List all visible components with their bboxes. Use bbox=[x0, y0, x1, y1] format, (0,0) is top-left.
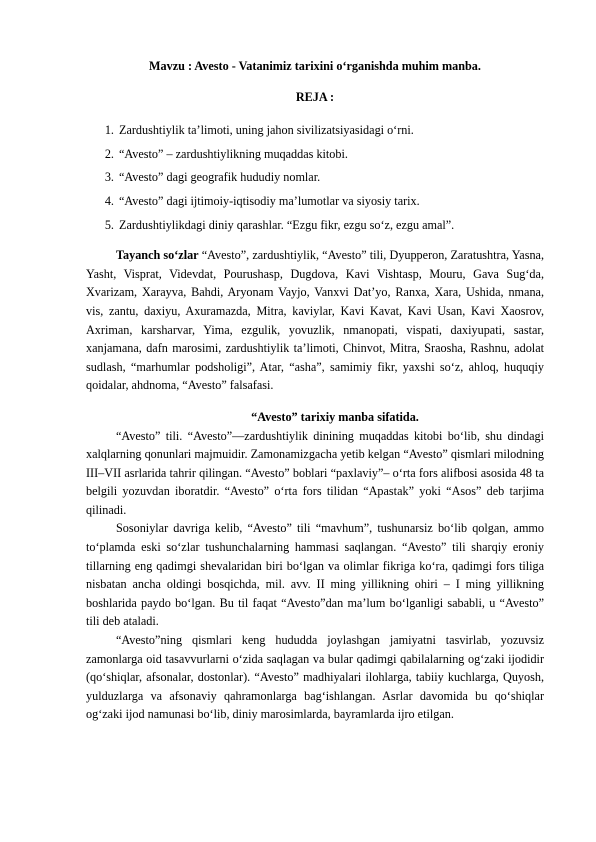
keywords-text: “Avesto”, zardushtiylik, “Avesto” tili, Dyupperon, Zaratushtra, Yasna, Yasht, Visprat, Videvdat, Pourushasp, Dugdova, Kavi Vishtasp, Mouru, Gava Sug‘da, Xvarizam, Xarayva, Bahdi, Aryonam Vayjo, Vanxvi Dat’yo, Ranxa, Xara, Ushida, nmana, vis, zantu, daxiyu, Axuramazda, Mitra, kaviylar, Kavi Kavat, Kavi Usan, Kavi Xaosrov, Axriman, karsharvar, Yima, ezgulik, yovuzlik, nmanopati, vispati, daxiyupati, sastar, xanjamana, dafn marosimi, zardushtiylik ta’limoti, Chinvot, Mitra, Sraosha, Rashnu, adolat sudlash, “marhumlar podsholigi”, Atar, “asha”, samimiy fikr, yaxshi so‘z, ahloq, huquqiy qoidalar, ahdnoma, “Avesto” falsafasi. bbox=[86, 248, 544, 393]
plan-item: 5. Zardushtiylikdagi diniy qarashlar. “Ezgu fikr, ezgu so‘z, ezgu amal”. bbox=[117, 214, 544, 238]
body-paragraph: “Avesto” tili. “Avesto”—zardushtiylik dinining muqaddas kitobi bo‘lib, shu dindagi xalqlarning qonunlari majmuidir. Zamonamizgacha yetib kelgan “Avesto” qismlari milodning III–VII asrlarida tahrir qilingan. “Avesto” boblari “paxlaviy”– o‘rta fors alifbosi asosida 48 ta belgili yozuvdan iboratdir. “Avesto” o‘rta fors tilidan “Apastak” yoki “Asos” deb tarjima qilinadi. bbox=[86, 428, 544, 517]
plan-item: 2. “Avesto” – zardushtiylikning muqaddas kitobi. bbox=[117, 143, 544, 167]
plan-item: 4. “Avesto” dagi ijtimoiy-iqtisodiy ma’lumotlar va siyosiy tarix. bbox=[117, 190, 544, 214]
section-heading: “Avesto” tarixiy manba sifatida. bbox=[251, 409, 419, 424]
body-paragraph: “Avesto”ning qismlari keng hududda joylashgan jamiyatni tasvirlab, yozuvsiz zamonlarga oid tasavvurlarni o‘zida saqlagan va bular qadimgi qabilalarning og‘zaki ijodidir (qo‘shiqlar, afsonalar, dostonlar). “Avesto” madhiyalari ilohlarga, tabiiy kuchlarga, Quyosh, yulduzlarga va afsonaviy qahramonlarga bag‘ishlangan. Asrlar davomida bu qo‘shiqlar og‘zaki ijod namunasi bo‘lib, diniy marosimlarda, bayramlarda ijro etilgan. bbox=[86, 633, 544, 722]
plan-heading: REJA : bbox=[295, 89, 335, 104]
body-paragraph: Sosoniylar davriga kelib, “Avesto” tili “mavhum”, tushunarsiz bo‘lib qolgan, ammo to‘plamda eski so‘zlar tushunchalarning hammasi saqlangan. “Avesto” tili sharqiy eroniy tillarning eng qadimgi shevalaridan biri bo‘lgan va olimlar fikriga ko‘ra, qadimgi fors tiliga nisbatan ancha oldingi bosqichda, mil. avv. II ming yillikning ohiri – I ming yillikning boshlarida paydo bo‘lgan. Bu til faqat “Avesto”dan ma’lum bo‘lganligi sababli, u “Avesto” tili deb ataladi. bbox=[86, 521, 544, 629]
plan-item: 3. “Avesto” dagi geografik hududiy nomlar. bbox=[117, 166, 544, 190]
plan-item: 1. Zardushtiylik ta’limoti, uning jahon sivilizatsiyasidagi o‘rni. bbox=[117, 119, 544, 143]
plan-list bbox=[86, 119, 544, 237]
keywords-label: Tayanch so‘zlar bbox=[116, 248, 199, 263]
keywords-paragraph bbox=[86, 246, 544, 395]
document-title: Mavzu : Avesto - Vatanimiz tarixini o‘rganishda muhim manba. bbox=[149, 59, 481, 73]
